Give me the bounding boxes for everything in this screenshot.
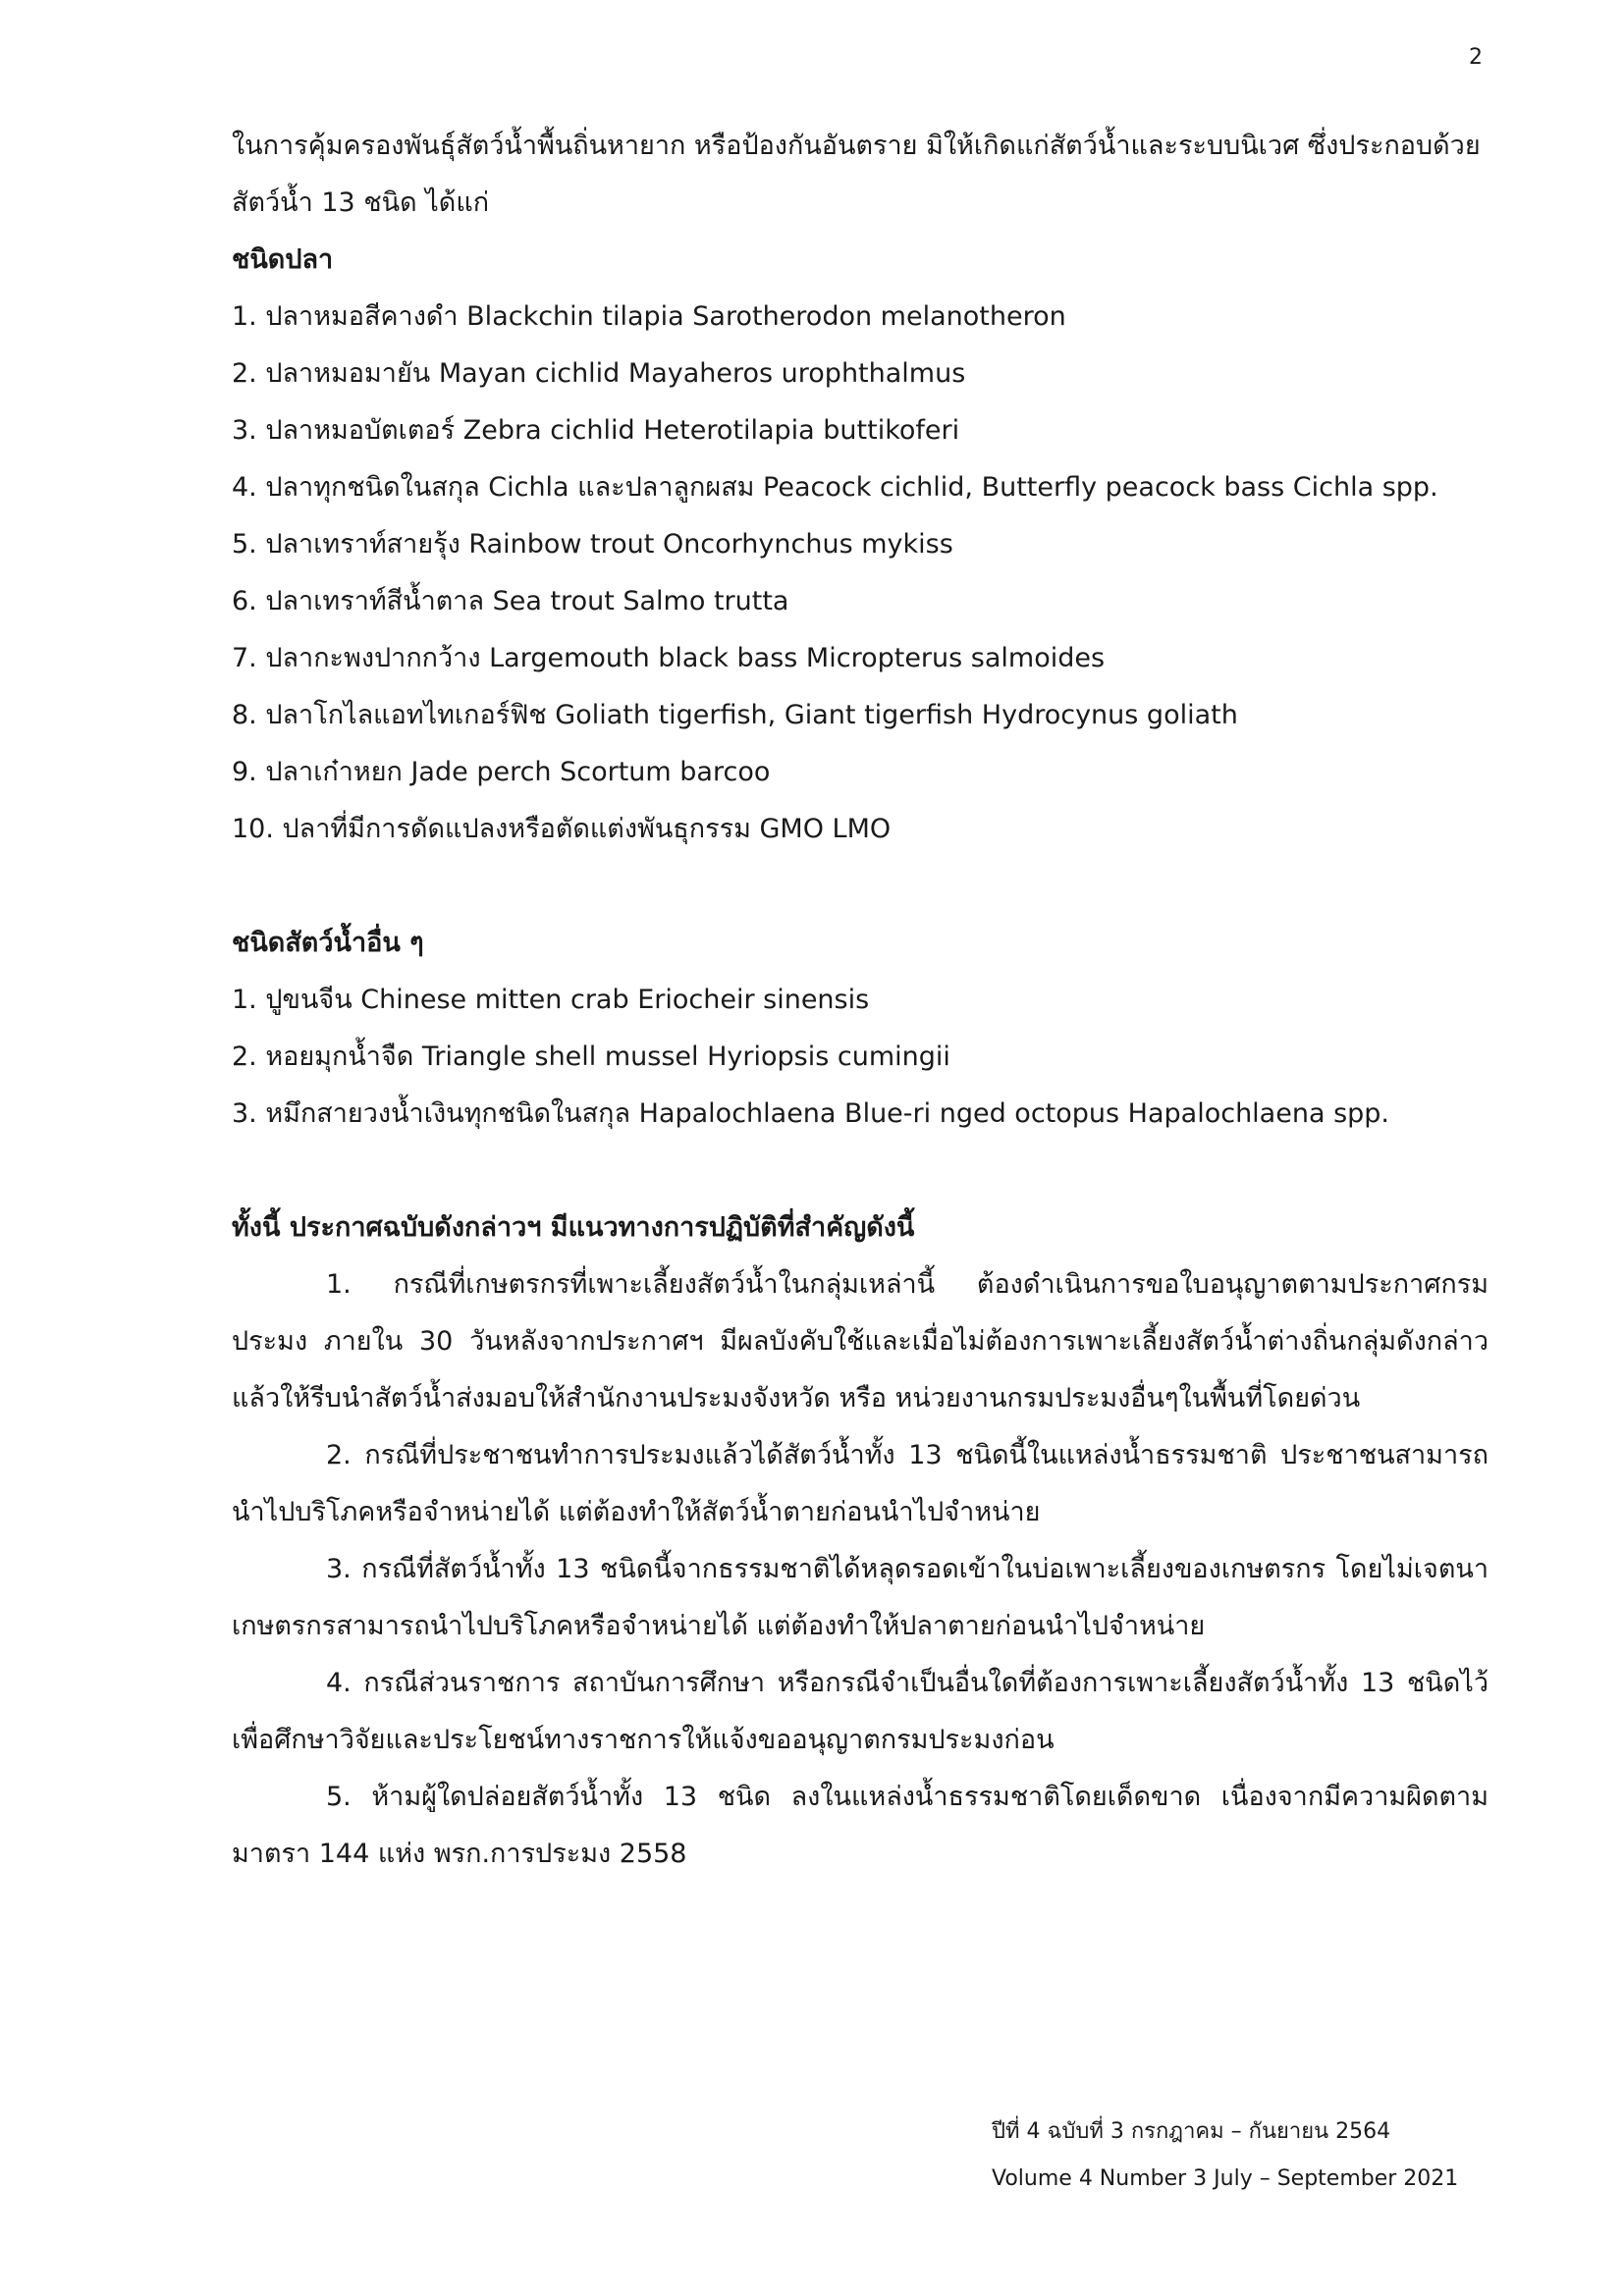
fish-heading: ชนิดปลา: [232, 244, 334, 275]
list-item: 8. ปลาโกไลแอทไทเกอร์ฟิช Goliath tigerfish, Giant tigerfish Hydrocynus goliath: [232, 700, 1238, 730]
list-item: 4. ปลาทุกชนิดในสกุล Cichla และปลาลูกผสม Peacock cichlid, Butterfly peacock bass Cichla spp.: [232, 472, 1438, 503]
practice-item: 4. กรณีส่วนราชการ สถาบันการศึกษา หรือกรณีจำเป็นอื่นใดที่ต้องการเพาะเลี้ยงสัตว์น้ำทั้ง 13 ชนิดไว้เพื่อศึกษาวิจัยและประโยชน์ทางราชการให้แจ้งขออนุญาตกรมประมงก่อน: [232, 1668, 1489, 1755]
list-item: 1. ปูขนจีน Chinese mitten crab Eriocheir sinensis: [232, 985, 870, 1015]
practice-item: 5. ห้ามผู้ใดปล่อยสัตว์น้ำทั้ง 13 ชนิด ลงในแหล่งน้ำธรรมชาติโดยเด็ดขาด เนื่องจากมีความผิดตามมาตรา 144 แห่ง พรก.การประมง 2558: [232, 1782, 1489, 1869]
practice-item: 1. กรณีที่เกษตรกรที่เพาะเลี้ยงสัตว์น้ำในกลุ่มเหล่านี้ ต้องดำเนินการขอใบอนุญาตตามประกาศกรมประมง ภายใน 30 วันหลังจากประกาศฯ มีผลบังคับใช้และเมื่อไม่ต้องการเพาะเลี้ยงสัตว์น้ำต่างถิ่นกลุ่มดังกล่าวแล้วให้รีบนำสัตว์น้ำส่งมอบให้สำนักงานประมงจังหวัด หรือ หน่วยงานกรมประมงอื่นๆในพื้นที่โดยด่วน: [232, 1269, 1489, 1414]
list-item: 5. ปลาเทราท์สายรุ้ง Rainbow trout Oncorhynchus mykiss: [232, 529, 953, 560]
list-item: 3. หมึกสายวงน้ำเงินทุกชนิดในสกุล Hapalochlaena Blue-ri nged octopus Hapalochlaena spp.: [232, 1098, 1390, 1129]
list-item: 10. ปลาที่มีการดัดแปลงหรือตัดแต่งพันธุกรรม GMO LMO: [232, 814, 892, 844]
fish-list: [232, 289, 1489, 858]
page-number: 2: [1469, 45, 1483, 70]
list-item: 9. ปลาเก๋าหยก Jade perch Scortum barcoo: [232, 757, 771, 787]
practice-heading: ทั้งนี้ ประกาศฉบับดังกล่าวฯ มีแนวทางการปฏิบัติที่สำคัญดังนี้: [232, 1212, 915, 1243]
list-item: 7. ปลากะพงปากกว้าง Largemouth black bass Micropterus salmoides: [232, 643, 1106, 673]
other-animals-heading: ชนิดสัตว์น้ำอื่น ๆ: [232, 928, 424, 958]
list-item: 2. ปลาหมอมายัน Mayan cichlid Mayaheros urophthalmus: [232, 358, 966, 389]
other-animals-list: [232, 972, 1489, 1143]
list-item: 2. หอยมุกน้ำจืด Triangle shell mussel Hyriopsis cumingii: [232, 1041, 950, 1072]
footer-english: Volume 4 Number 3 July – September 2021: [992, 2166, 1459, 2191]
list-item: 1. ปลาหมอสีคางดำ Blackchin tilapia Sarotherodon melanotheron: [232, 301, 1066, 332]
spacer: [232, 858, 1489, 915]
practice-item: 3. กรณีที่สัตว์น้ำทั้ง 13 ชนิดนี้จากธรรมชาติได้หลุดรอดเข้าในบ่อเพาะเลี้ยงของเกษตรกร โดยไม่เจตนาเกษตรกรสามารถนำไปบริโภคหรือจำหน่ายได้ แต่ต้องทำให้ปลาตายก่อนนำไปจำหน่าย: [232, 1554, 1489, 1641]
document-body: [232, 118, 1489, 1883]
list-item: 3. ปลาหมอบัตเตอร์ Zebra cichlid Heterotilapia buttikoferi: [232, 415, 960, 446]
footer-thai: ปีที่ 4 ฉบับที่ 3 กรกฎาคม – กันยายน 2564: [992, 2119, 1391, 2144]
list-item: 6. ปลาเทราท์สีน้ำตาล Sea trout Salmo trutta: [232, 586, 789, 616]
spacer: [232, 1143, 1489, 1200]
intro-paragraph: ในการคุ้มครองพันธุ์สัตว์น้ำพื้นถิ่นหายาก หรือป้องกันอันตราย มิให้เกิดแก่สัตว์น้ำและระบบนิเวศ ซึ่งประกอบด้วยสัตว์น้ำ 13 ชนิด ได้แก่: [232, 131, 1481, 218]
footer: [992, 2109, 1458, 2203]
practice-item: 2. กรณีที่ประชาชนทำการประมงแล้วได้สัตว์น้ำทั้ง 13 ชนิดนี้ในแหล่งน้ำธรรมชาติ ประชาชนสามารถนำไปบริโภคหรือจำหน่ายได้ แต่ต้องทำให้สัตว์น้ำตายก่อนนำไปจำหน่าย: [232, 1440, 1489, 1527]
